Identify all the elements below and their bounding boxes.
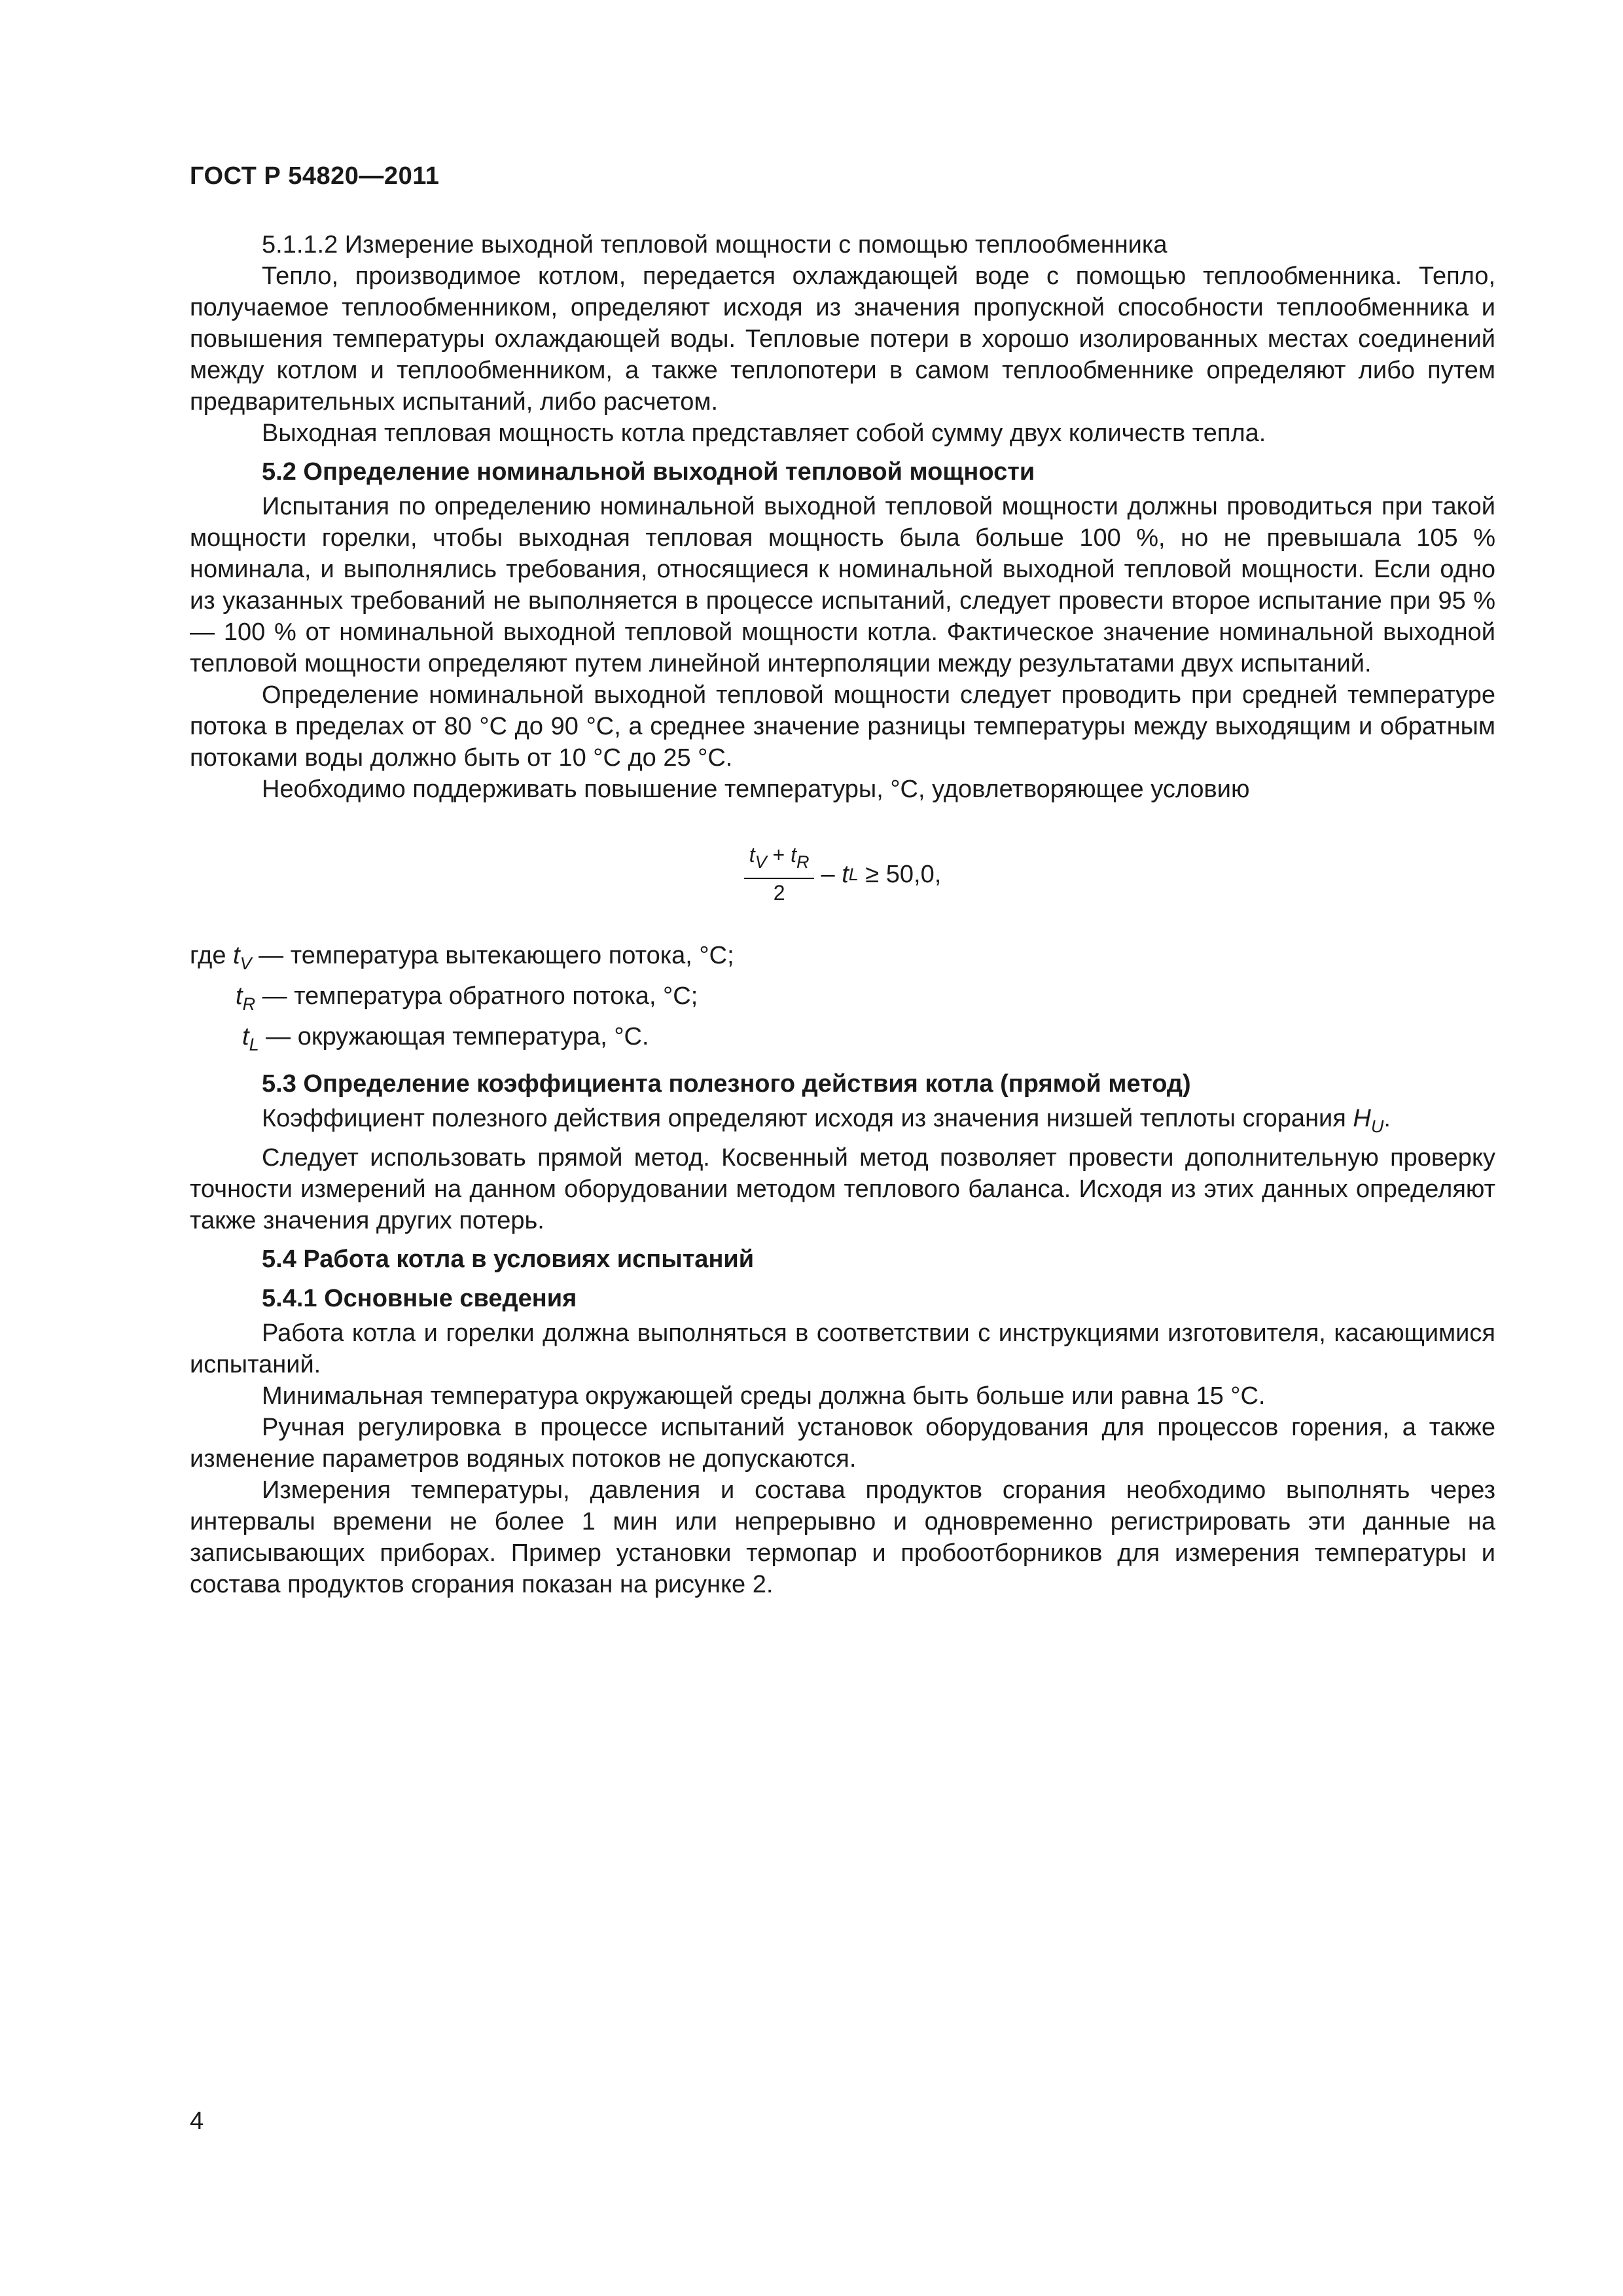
section-5-1-1-2-paragraph-2: Выходная тепловая мощность котла представляет собой сумму двух количеств тепла. [262,420,1266,447]
formula-fraction [744,842,815,906]
section-5-3-heading: 5.3 Определение коэффициента полезного действия котла (прямой метод) [262,1070,1191,1098]
section-5-4-1-paragraph-3: Ручная регулировка в процессе испытаний установок оборудования для процессов горения, а также изменение параметров водяных потоков не допускаются. [190,1414,1495,1473]
definition-tl: $t_L$ — окружающая температура, °С. [242,1023,649,1054]
section-5-1-1-2-paragraph-1: Тепло, производимое котлом, передается охлаждающей воде с помощью теплообменника. Тепло, получаемое теплообменником, определяют исходя из значения пропускной способности теплообменника и повышения температуры охлаждающей воды. Тепловые потери в хорошо изолированных местах соединений между котлом и теплообменником, а также теплопотери в самом теплообменнике определяют либо путем предварительных испытаний, либо расчетом. [190,262,1495,416]
document-code-header: ГОСТ Р 54820—2011 [190,162,440,190]
section-5-1-1-2-title: 5.1.1.2 Измерение выходной тепловой мощности с помощью теплообменника [262,231,1168,259]
definition-tv: где $t_V$ — температура вытекающего потока, °С; [190,942,734,973]
section-5-2-paragraph-2: Определение номинальной выходной тепловой мощности следует проводить при средней температуре потока в пределах от 80 °С до 90 °С, а среднее значение разницы температуры между выходящим и обратным потоками воды должно быть от 10 °С до 25 °С. [190,681,1495,772]
page-number: 4 [190,2108,204,2135]
section-5-3-paragraph-1: Коэффициент полезного действия определяют исходя из значения низшей теплоты сгорания $H_U$. [262,1105,1391,1136]
section-5-3-paragraph-2: Следует использовать прямой метод. Косвенный метод позволяет провести дополнительную проверку точности измерений на данном оборудовании методом теплового баланса. Исходя из этих данных определяют также значения других потерь. [190,1144,1495,1234]
definition-tr: $t_R$ — температура обратного потока, °С; [236,982,698,1014]
section-5-2-paragraph-3: Необходимо поддерживать повышение температуры, °С, удовлетворяющее условию [262,776,1250,803]
section-5-2-heading: 5.2 Определение номинальной выходной тепловой мощности [262,458,1035,486]
document-body [190,229,1495,1600]
formula-rhs: ≥ 50,0, [865,860,942,888]
formula-denominator: 2 [773,881,785,905]
section-5-4-1-heading: 5.4.1 Основные сведения [262,1285,577,1312]
formula-minus: – [821,860,835,888]
section-5-4-1-paragraph-4: Измерения температуры, давления и состава продуктов сгорания необходимо выполнять через интервалы времени не более 1 мин или непрерывно и одновременно регистрировать эти данные на записывающих приборах. Пример установки термопар и пробоотборников для измерения температуры и состава продуктов сгорания показан на рисунке 2. [190,1477,1495,1598]
section-5-4-1-paragraph-2: Минимальная температура окружающей среды должна быть больше или равна 15 °С. [262,1382,1266,1410]
section-5-2-paragraph-1: Испытания по определению номинальной выходной тепловой мощности должны проводиться при такой мощности горелки, чтобы выходная тепловая мощность была больше 100 %, но не превышала 105 % номинала, и выполнялись требования, относящиеся к номинальной выходной тепловой мощности. Если одно из указанных требований не выполняется в процессе испытаний, следует провести второе испытание при 95 % — 100 % от номинальной выходной тепловой мощности котла. Фактическое значение номинальной выходной тепловой мощности определяют путем линейной интерполяции между результатами двух испытаний. [190,493,1495,677]
section-5-4-1-paragraph-1: Работа котла и горелки должна выполняться в соответствии с инструкциями изготовителя, касающимися испытаний. [190,1319,1495,1378]
formula-definitions [190,939,1495,1061]
formula-numerator: $t_V + t_R$ [744,842,815,879]
section-5-4-heading: 5.4 Работа котла в условиях испытаний [262,1246,755,1273]
temperature-condition-formula: $\frac{t_V + t_R}{2}$ – t L ≥ 50,0, [190,842,1495,906]
